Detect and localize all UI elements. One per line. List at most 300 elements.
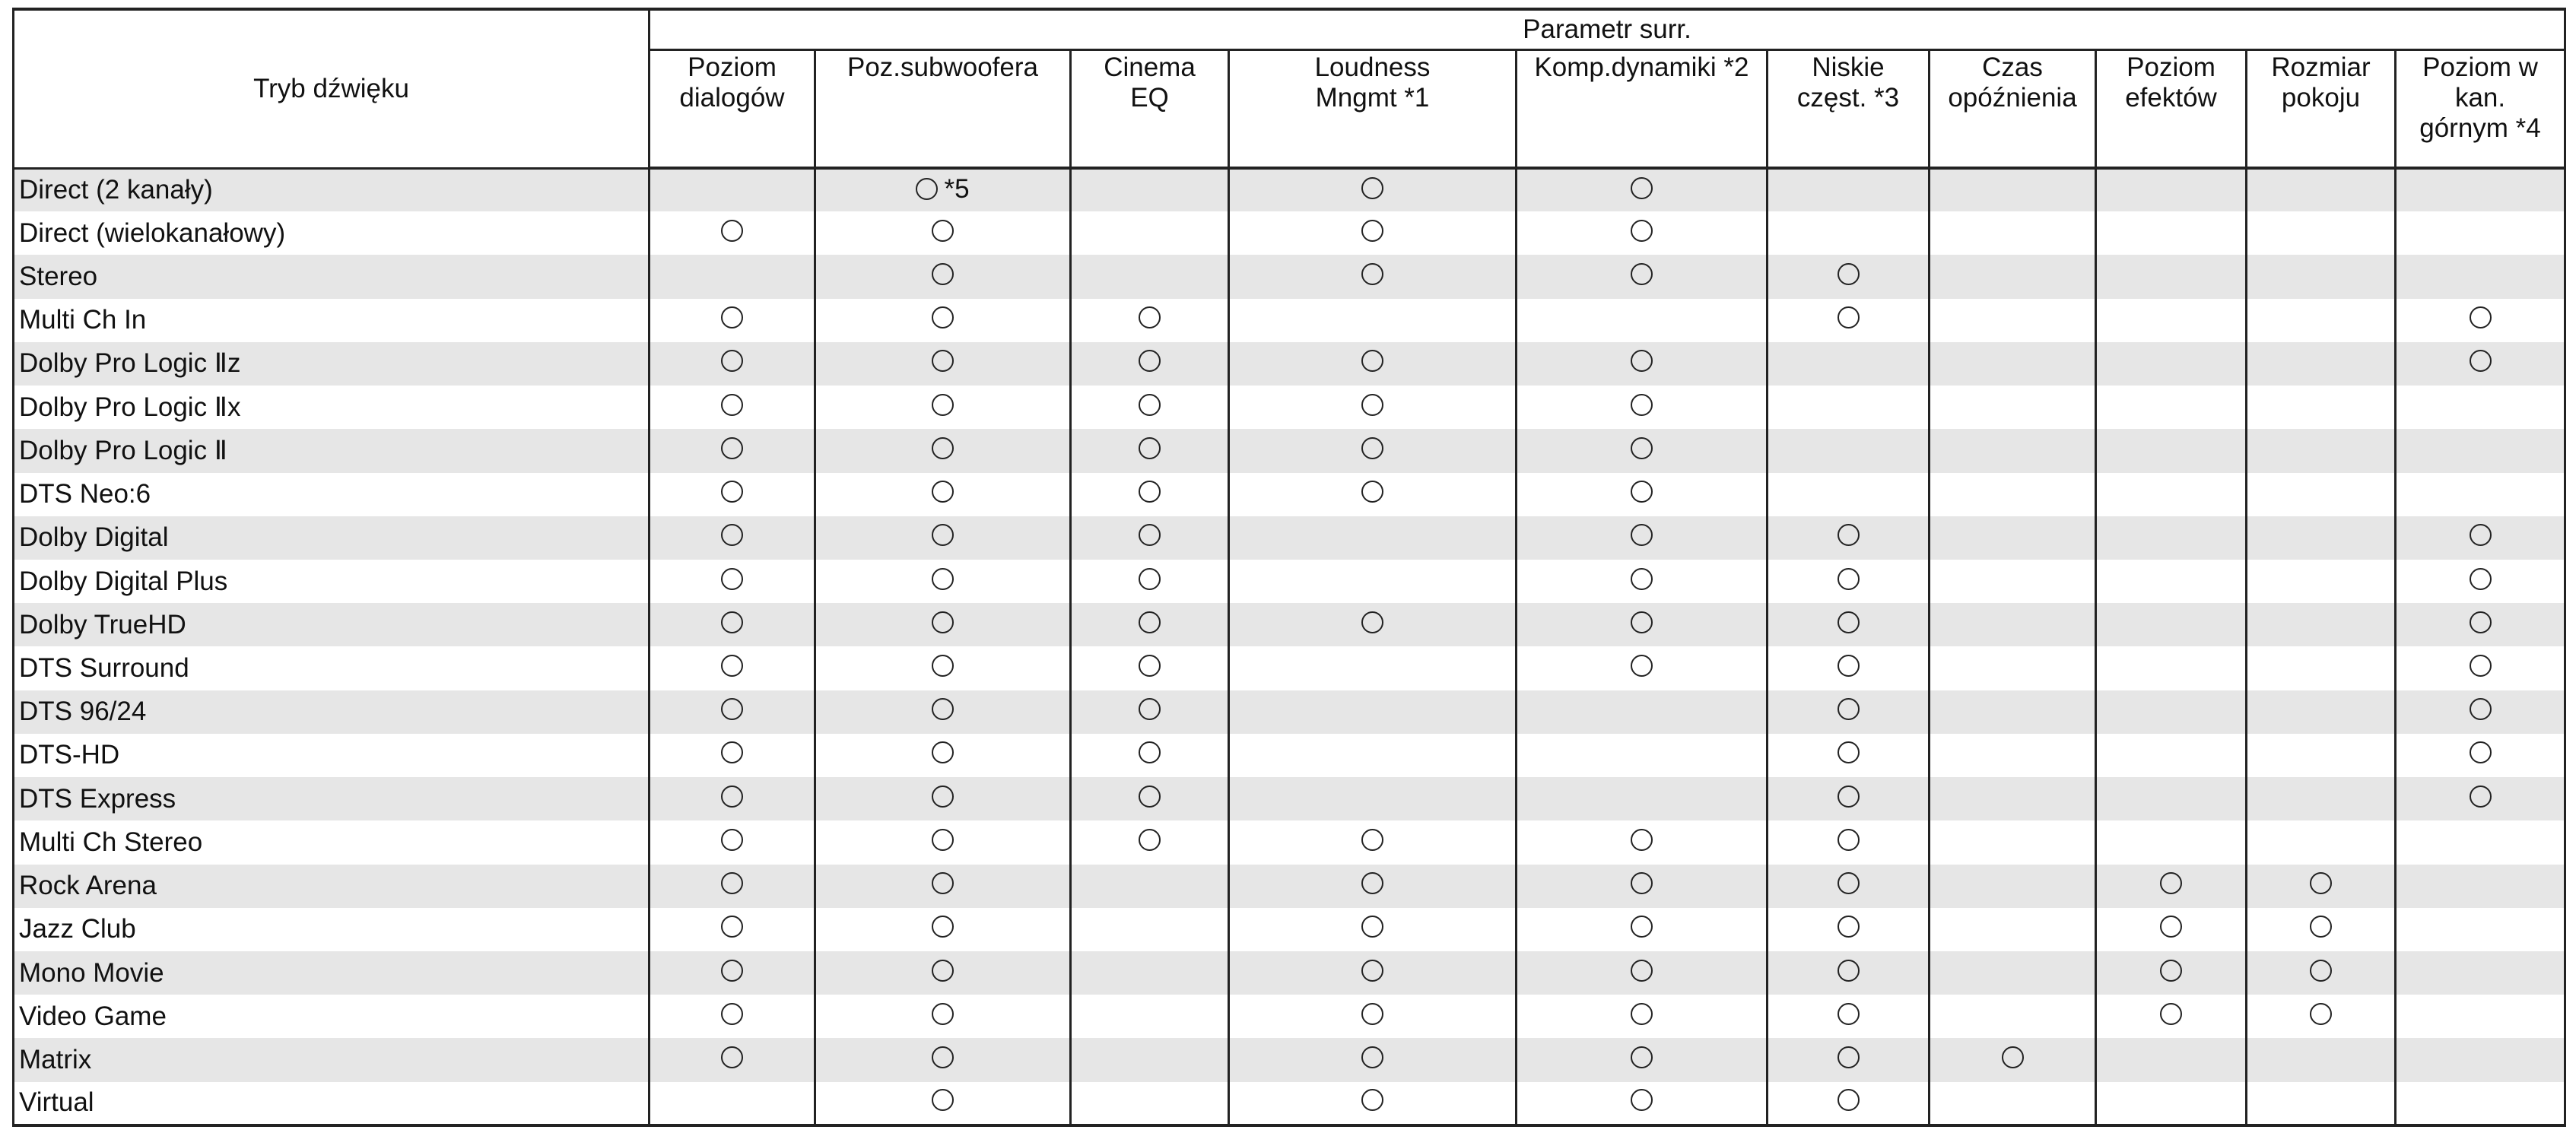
table-row	[14, 1082, 2565, 1125]
availability-circle-icon	[1838, 916, 1860, 938]
parameter-cell	[1768, 560, 1930, 603]
parameter-cell	[1517, 429, 1768, 472]
parameter-cell	[1768, 995, 1930, 1038]
table-row	[14, 168, 2565, 211]
availability-circle-icon	[2002, 1046, 2024, 1068]
parameter-cell	[1229, 473, 1517, 516]
parameter-cell	[2396, 734, 2565, 777]
availability-circle-icon	[1838, 1089, 1860, 1111]
parameter-column-header: Loudness Mngmt *1	[1229, 50, 1517, 169]
parameter-cell	[2096, 951, 2247, 995]
availability-circle-icon	[932, 306, 954, 328]
parameter-cell	[1229, 429, 1517, 472]
sound-mode-label: Virtual	[14, 1082, 650, 1125]
availability-circle-icon	[721, 350, 743, 372]
parameter-cell	[2096, 908, 2247, 951]
parameter-cell	[1517, 908, 1768, 951]
parameter-cell	[1071, 473, 1229, 516]
parameter-cell	[1229, 299, 1517, 342]
parameter-cell	[1768, 690, 1930, 734]
parameter-cell	[1229, 1082, 1517, 1125]
parameter-cell	[1229, 908, 1517, 951]
parameter-cell	[1768, 1082, 1930, 1125]
availability-circle-icon	[1838, 1003, 1860, 1025]
availability-circle-icon	[2310, 1003, 2332, 1025]
parameter-cell	[1768, 342, 1930, 386]
availability-circle-icon	[1631, 481, 1653, 503]
parameter-cell	[1768, 211, 1930, 255]
availability-circle-icon	[1139, 306, 1161, 328]
parameter-cell	[2096, 168, 2247, 211]
table-row	[14, 1038, 2565, 1081]
availability-circle-icon	[2470, 741, 2492, 763]
table-row	[14, 342, 2565, 386]
parameter-cell	[2096, 865, 2247, 908]
availability-circle-icon	[1631, 568, 1653, 590]
sound-mode-label: Multi Ch In	[14, 299, 650, 342]
sound-mode-label: DTS-HD	[14, 734, 650, 777]
parameter-cell	[1930, 865, 2096, 908]
parameter-cell	[2247, 908, 2396, 951]
availability-circle-icon	[1631, 350, 1653, 372]
parameter-cell	[650, 299, 815, 342]
parameter-cell	[650, 255, 815, 298]
parameter-cell	[1768, 865, 1930, 908]
parameter-cell	[2096, 1082, 2247, 1125]
parameter-cell	[1930, 777, 2096, 820]
parameter-cell	[1930, 908, 2096, 951]
availability-circle-icon	[1838, 785, 1860, 808]
parameter-cell	[650, 646, 815, 690]
availability-circle-icon	[2310, 960, 2332, 982]
availability-circle-icon	[1838, 1046, 1860, 1068]
availability-circle-icon	[932, 785, 954, 808]
parameter-cell	[2247, 1082, 2396, 1125]
parameter-cell	[1229, 951, 1517, 995]
availability-circle-icon	[932, 960, 954, 982]
availability-circle-icon	[932, 1003, 954, 1025]
parameter-cell	[1768, 646, 1930, 690]
table-row	[14, 255, 2565, 298]
parameter-cell	[1930, 734, 2096, 777]
parameter-cell	[2096, 1038, 2247, 1081]
availability-circle-icon	[2470, 306, 2492, 328]
availability-circle-icon	[721, 481, 743, 503]
table-row	[14, 603, 2565, 646]
parameter-cell	[2096, 342, 2247, 386]
parameter-cell	[815, 734, 1071, 777]
availability-circle-icon	[932, 741, 954, 763]
availability-circle-icon	[721, 872, 743, 894]
parameter-cell	[1071, 168, 1229, 211]
table-row	[14, 429, 2565, 472]
availability-circle-icon	[932, 872, 954, 894]
parameter-cell	[2247, 516, 2396, 560]
parameter-cell	[650, 168, 815, 211]
parameter-cell	[650, 211, 815, 255]
parameter-cell	[1930, 299, 2096, 342]
availability-circle-icon	[932, 698, 954, 720]
parameter-cell	[1229, 646, 1517, 690]
sound-mode-label: Stereo	[14, 255, 650, 298]
parameter-cell	[2396, 299, 2565, 342]
sound-mode-column-header: Tryb dźwięku	[14, 9, 650, 168]
parameter-cell	[1768, 168, 1930, 211]
availability-circle-icon	[1838, 568, 1860, 590]
availability-circle-icon	[2470, 655, 2492, 677]
availability-circle-icon	[916, 178, 938, 200]
parameter-cell	[815, 603, 1071, 646]
availability-circle-icon	[1838, 306, 1860, 328]
parameter-cell	[650, 603, 815, 646]
parameter-cell	[1930, 342, 2096, 386]
availability-circle-icon	[1631, 1046, 1653, 1068]
availability-circle-icon	[1361, 1003, 1383, 1025]
parameter-cell	[650, 777, 815, 820]
table-row	[14, 299, 2565, 342]
parameter-cell	[2096, 560, 2247, 603]
parameter-cell	[2247, 255, 2396, 298]
parameter-cell	[2096, 429, 2247, 472]
table-row	[14, 734, 2565, 777]
availability-circle-icon	[932, 568, 954, 590]
parameter-cell	[1071, 734, 1229, 777]
availability-circle-icon	[1361, 829, 1383, 851]
availability-circle-icon	[1139, 437, 1161, 459]
availability-circle-icon	[1361, 916, 1383, 938]
parameter-cell	[815, 560, 1071, 603]
parameter-cell	[1071, 951, 1229, 995]
parameter-cell	[1517, 473, 1768, 516]
parameter-cell	[2247, 168, 2396, 211]
sound-mode-label: DTS Neo:6	[14, 473, 650, 516]
availability-circle-icon	[1631, 437, 1653, 459]
parameter-cell	[2396, 168, 2565, 211]
table-row	[14, 690, 2565, 734]
parameter-cell	[1071, 777, 1229, 820]
parameter-column-header: Rozmiar pokoju	[2247, 50, 2396, 169]
parameter-cell	[1768, 1038, 1930, 1081]
parameter-cell	[815, 951, 1071, 995]
parameter-cell	[1930, 820, 2096, 864]
parameter-cell	[2396, 386, 2565, 429]
parameter-cell	[1930, 603, 2096, 646]
parameter-cell	[1071, 1038, 1229, 1081]
availability-circle-icon	[1361, 481, 1383, 503]
availability-circle-icon	[1139, 524, 1161, 546]
availability-circle-icon	[1361, 177, 1383, 199]
availability-circle-icon	[1631, 220, 1653, 242]
sound-mode-label: Direct (wielokanałowy)	[14, 211, 650, 255]
parameter-cell	[2247, 560, 2396, 603]
parameter-cell	[1768, 386, 1930, 429]
parameter-cell	[650, 342, 815, 386]
table-row	[14, 820, 2565, 864]
table-row	[14, 211, 2565, 255]
sound-mode-label: Dolby Pro Logic Ⅱ	[14, 429, 650, 472]
parameter-cell	[2096, 299, 2247, 342]
availability-circle-icon	[1838, 741, 1860, 763]
availability-circle-icon	[2470, 568, 2492, 590]
parameter-cell	[2396, 342, 2565, 386]
availability-circle-icon	[1361, 872, 1383, 894]
parameter-cell	[2396, 473, 2565, 516]
parameter-cell	[650, 386, 815, 429]
parameter-column-header: Cinema EQ	[1071, 50, 1229, 169]
parameter-cell	[1071, 255, 1229, 298]
parameter-cell	[1229, 516, 1517, 560]
parameter-cell	[1930, 255, 2096, 298]
parameter-cell	[1229, 255, 1517, 298]
availability-circle-icon	[1631, 263, 1653, 285]
parameter-cell	[1930, 560, 2096, 603]
availability-circle-icon	[721, 524, 743, 546]
availability-circle-icon	[932, 263, 954, 285]
parameter-cell	[1517, 777, 1768, 820]
parameter-cell	[2096, 516, 2247, 560]
parameter-cell	[2247, 429, 2396, 472]
parameter-cell	[1930, 211, 2096, 255]
parameter-cell	[1229, 342, 1517, 386]
parameter-cell	[815, 820, 1071, 864]
parameter-cell	[815, 211, 1071, 255]
parameter-cell	[2247, 951, 2396, 995]
availability-circle-icon	[932, 350, 954, 372]
parameter-cell	[1930, 690, 2096, 734]
parameter-cell	[2247, 1038, 2396, 1081]
parameter-column-header: Poziom w kan. górnym *4	[2396, 50, 2565, 169]
parameter-cell	[1517, 995, 1768, 1038]
parameter-cell	[1229, 168, 1517, 211]
parameter-cell	[815, 690, 1071, 734]
availability-circle-icon	[1361, 960, 1383, 982]
parameter-cell	[650, 516, 815, 560]
parameter-cell	[650, 1038, 815, 1081]
parameter-cell	[1517, 255, 1768, 298]
parameter-cell	[2096, 734, 2247, 777]
parameter-cell	[815, 168, 1071, 211]
sound-mode-label: Mono Movie	[14, 951, 650, 995]
parameter-cell	[2247, 995, 2396, 1038]
availability-circle-icon	[1139, 611, 1161, 633]
availability-circle-icon	[1139, 829, 1161, 851]
parameter-cell	[650, 865, 815, 908]
parameter-cell	[2096, 820, 2247, 864]
availability-circle-icon	[1139, 394, 1161, 416]
parameter-cell	[1930, 951, 2096, 995]
parameter-cell	[1517, 646, 1768, 690]
parameter-cell	[815, 429, 1071, 472]
availability-circle-icon	[1361, 263, 1383, 285]
availability-circle-icon	[1838, 872, 1860, 894]
parameter-cell	[2396, 777, 2565, 820]
availability-circle-icon	[721, 698, 743, 720]
parameter-cell	[650, 908, 815, 951]
parameter-cell	[1930, 1082, 2096, 1125]
availability-circle-icon	[1838, 698, 1860, 720]
availability-circle-icon	[932, 655, 954, 677]
parameter-cell	[1071, 211, 1229, 255]
availability-circle-icon	[2310, 872, 2332, 894]
parameter-column-header: Komp.dynamiki *2	[1517, 50, 1768, 169]
availability-circle-icon	[1361, 1046, 1383, 1068]
availability-circle-icon	[1838, 611, 1860, 633]
parameter-cell	[1768, 516, 1930, 560]
parameter-cell	[1229, 386, 1517, 429]
parameter-cell	[1768, 951, 1930, 995]
parameter-cell	[2247, 690, 2396, 734]
availability-circle-icon	[2310, 916, 2332, 938]
parameter-cell	[1768, 820, 1930, 864]
parameter-cell	[2247, 646, 2396, 690]
parameter-cell	[1229, 734, 1517, 777]
sound-mode-label: Matrix	[14, 1038, 650, 1081]
sound-mode-label: DTS Surround	[14, 646, 650, 690]
parameter-cell	[1768, 734, 1930, 777]
surround-parameter-group-header: Parametr surr.	[650, 9, 2565, 50]
availability-circle-icon	[1631, 1003, 1653, 1025]
sound-mode-label: Multi Ch Stereo	[14, 820, 650, 864]
availability-circle-icon	[1139, 568, 1161, 590]
parameter-cell	[2396, 820, 2565, 864]
parameter-cell	[1768, 603, 1930, 646]
parameter-cell	[2396, 603, 2565, 646]
parameter-cell	[1517, 1038, 1768, 1081]
parameter-cell	[1517, 865, 1768, 908]
parameter-cell	[815, 342, 1071, 386]
availability-circle-icon	[932, 481, 954, 503]
parameter-cell	[1071, 908, 1229, 951]
parameter-cell	[1071, 995, 1229, 1038]
sound-mode-label: Dolby Pro Logic Ⅱz	[14, 342, 650, 386]
parameter-cell	[650, 995, 815, 1038]
availability-circle-icon	[932, 1089, 954, 1111]
parameter-cell	[1517, 690, 1768, 734]
parameter-cell	[2396, 1038, 2565, 1081]
parameter-cell	[1071, 429, 1229, 472]
availability-circle-icon	[721, 394, 743, 416]
parameter-cell	[2247, 211, 2396, 255]
availability-circle-icon	[1631, 1089, 1653, 1111]
availability-circle-icon	[1139, 785, 1161, 808]
availability-circle-icon	[932, 524, 954, 546]
availability-circle-icon	[1631, 177, 1653, 199]
sound-mode-label: Rock Arena	[14, 865, 650, 908]
sound-mode-label: Dolby Pro Logic Ⅱx	[14, 386, 650, 429]
availability-circle-icon	[932, 394, 954, 416]
parameter-cell	[1071, 603, 1229, 646]
parameter-cell	[2096, 646, 2247, 690]
parameter-cell	[815, 255, 1071, 298]
parameter-cell	[1768, 908, 1930, 951]
parameter-cell	[1071, 386, 1229, 429]
parameter-cell	[1930, 516, 2096, 560]
parameter-cell	[2396, 1082, 2565, 1125]
availability-circle-icon	[2160, 1003, 2182, 1025]
parameter-cell	[2247, 820, 2396, 864]
availability-circle-icon	[2470, 611, 2492, 633]
availability-circle-icon	[1838, 960, 1860, 982]
parameter-cell	[1071, 342, 1229, 386]
availability-circle-icon	[721, 1003, 743, 1025]
parameter-cell	[2247, 342, 2396, 386]
availability-circle-icon	[721, 741, 743, 763]
parameter-cell	[1229, 1038, 1517, 1081]
parameter-cell	[1229, 777, 1517, 820]
parameter-column-header: Poziom efektów	[2096, 50, 2247, 169]
parameter-cell	[2096, 255, 2247, 298]
availability-circle-icon	[721, 568, 743, 590]
parameter-cell	[815, 865, 1071, 908]
parameter-cell	[650, 734, 815, 777]
availability-circle-icon	[1139, 655, 1161, 677]
parameter-cell	[1930, 473, 2096, 516]
parameter-cell	[1071, 516, 1229, 560]
sound-mode-label: Video Game	[14, 995, 650, 1038]
parameter-cell	[1517, 386, 1768, 429]
parameter-cell	[2096, 777, 2247, 820]
availability-circle-icon	[1361, 437, 1383, 459]
availability-circle-icon	[1838, 829, 1860, 851]
availability-circle-icon	[1838, 524, 1860, 546]
parameter-cell	[2096, 386, 2247, 429]
availability-circle-icon	[1838, 655, 1860, 677]
parameter-cell	[1071, 865, 1229, 908]
parameter-cell	[2396, 951, 2565, 995]
parameter-cell	[1229, 995, 1517, 1038]
availability-circle-icon	[1139, 481, 1161, 503]
availability-circle-icon	[721, 960, 743, 982]
parameter-column-header: Czas opóźnienia	[1930, 50, 2096, 169]
table-row	[14, 473, 2565, 516]
parameter-cell	[650, 820, 815, 864]
parameter-cell	[650, 473, 815, 516]
table-row	[14, 995, 2565, 1038]
parameter-cell	[815, 473, 1071, 516]
availability-circle-icon	[932, 1046, 954, 1068]
table-row	[14, 646, 2565, 690]
sound-mode-label: Direct (2 kanały)	[14, 168, 650, 211]
parameter-cell	[1517, 299, 1768, 342]
parameter-cell	[2396, 560, 2565, 603]
parameter-cell	[1229, 820, 1517, 864]
parameter-cell	[2247, 603, 2396, 646]
sound-mode-label: Jazz Club	[14, 908, 650, 951]
parameter-cell	[1517, 211, 1768, 255]
parameter-cell	[650, 951, 815, 995]
availability-circle-icon	[1631, 394, 1653, 416]
parameter-cell	[1930, 1038, 2096, 1081]
parameter-cell	[815, 1038, 1071, 1081]
parameter-cell	[1229, 603, 1517, 646]
parameter-cell	[2096, 995, 2247, 1038]
parameter-cell	[650, 1082, 815, 1125]
parameter-cell	[1517, 734, 1768, 777]
availability-circle-icon	[1838, 263, 1860, 285]
parameter-cell	[2396, 255, 2565, 298]
parameter-cell	[2396, 646, 2565, 690]
parameter-cell	[1930, 168, 2096, 211]
availability-circle-icon	[2160, 872, 2182, 894]
availability-circle-icon	[1361, 220, 1383, 242]
parameter-cell	[1229, 690, 1517, 734]
table-row	[14, 908, 2565, 951]
parameter-cell	[1517, 560, 1768, 603]
parameter-cell	[1768, 429, 1930, 472]
table-row	[14, 516, 2565, 560]
sound-mode-label: DTS 96/24	[14, 690, 650, 734]
parameter-cell	[2247, 473, 2396, 516]
